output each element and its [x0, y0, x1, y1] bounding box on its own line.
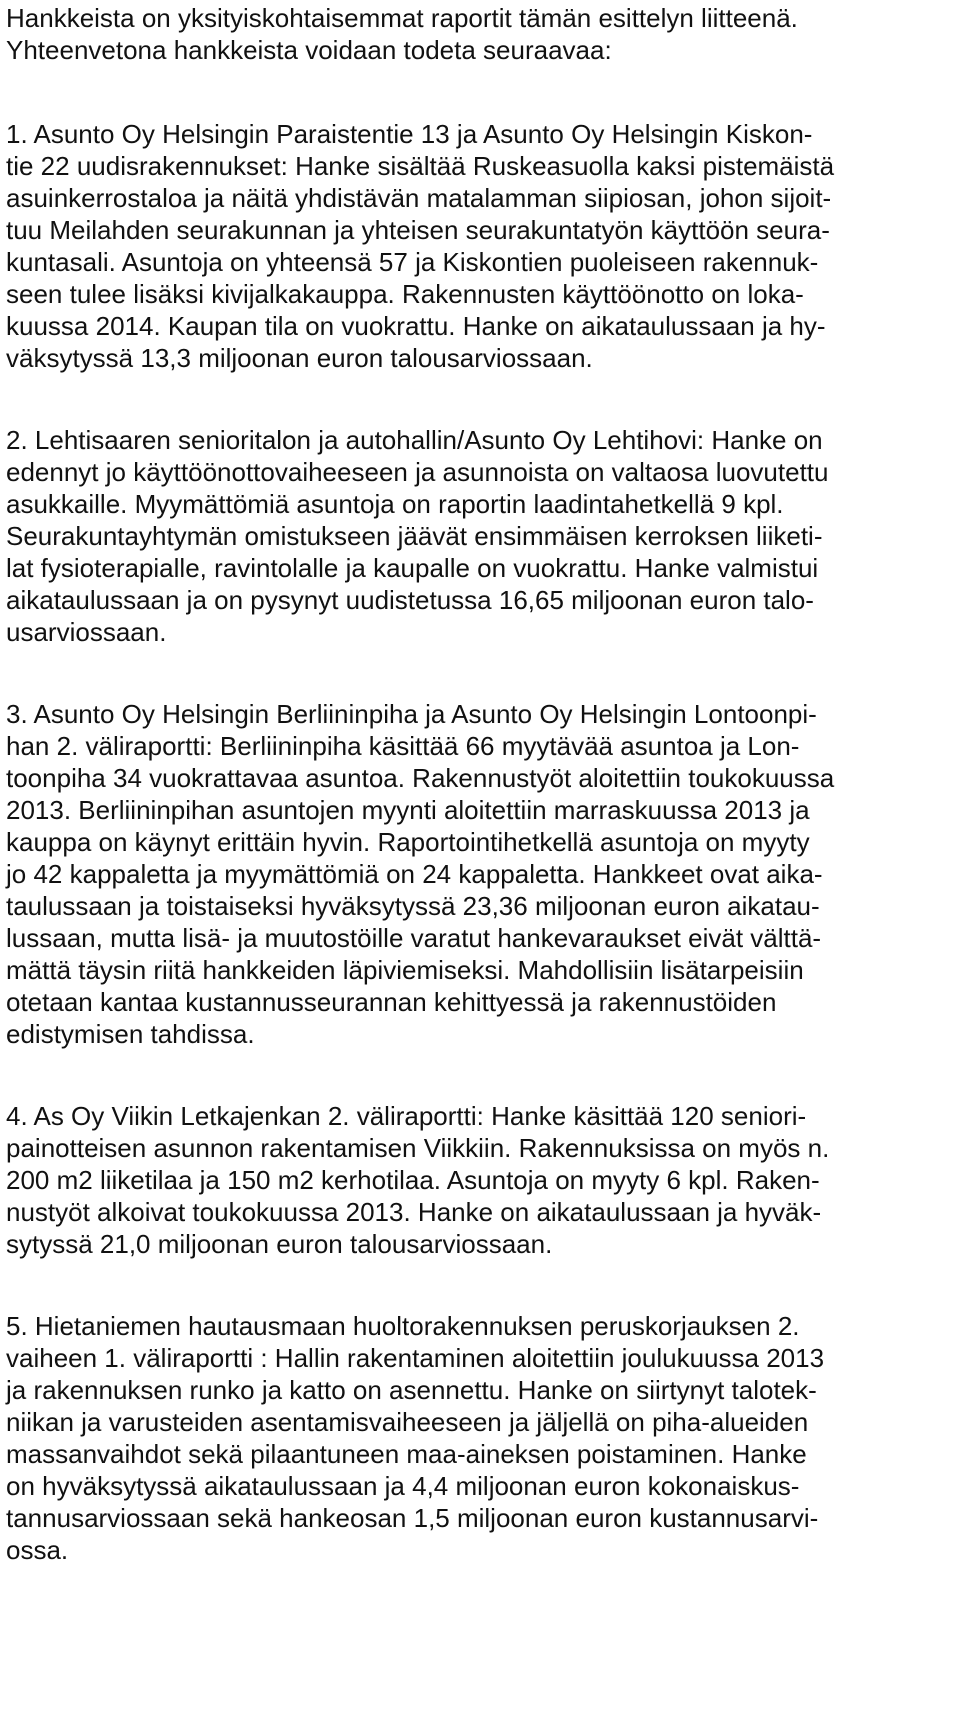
item-1-line: asuinkerrostaloa ja näitä yhdistävän matalamman siipiosan, johon sijoit-	[6, 183, 832, 213]
item-2-line: 2. Lehtisaaren senioritalon ja autohallin/Asunto Oy Lehtihovi: Hanke on	[6, 425, 823, 455]
item-5-line: 5. Hietaniemen hautausmaan huoltorakennuksen peruskorjauksen 2.	[6, 1311, 800, 1341]
item-2-line: asukkaille. Myymättömiä asuntoja on raportin laadintahetkellä 9 kpl.	[6, 489, 784, 519]
intro-line: Hankkeista on yksityiskohtaisemmat raportit tämän esittelyn liitteenä.	[6, 3, 798, 33]
item-2-line: Seurakuntayhtymän omistukseen jäävät ensimmäisen kerroksen liiketi-	[6, 521, 823, 551]
item-4-line: sytyssä 21,0 miljoonan euron talousarviossaan.	[6, 1229, 553, 1259]
item-4-line: 4. As Oy Viikin Letkajenkan 2. väliraportti: Hanke käsittää 120 seniori-	[6, 1101, 807, 1131]
item-3-line: mättä täysin riitä hankkeiden läpiviemiseksi. Mahdollisiin lisätarpeisiin	[6, 955, 804, 985]
item-3-line: edistymisen tahdissa.	[6, 1019, 255, 1049]
item-3-line: jo 42 kappaletta ja myymättömiä on 24 kappaletta. Hankkeet ovat aika-	[6, 859, 823, 889]
item-1-line: kuntasali. Asuntoja on yhteensä 57 ja Kiskontien puoleiseen rakennuk-	[6, 247, 819, 277]
item-1-line: seen tulee lisäksi kivijalkakauppa. Rakennusten käyttöönotto on loka-	[6, 279, 804, 309]
item-1-line: tie 22 uudisrakennukset: Hanke sisältää Ruskeasuolla kaksi pistemäistä	[6, 151, 835, 181]
item-5-line: on hyväksytyssä aikataulussaan ja 4,4 miljoonan euron kokonaiskus-	[6, 1471, 800, 1501]
item-5-line: ja rakennuksen runko ja katto on asennettu. Hanke on siirtynyt talotek-	[6, 1375, 817, 1405]
item-3-line: han 2. väliraportti: Berliininpiha käsittää 66 myytävää asuntoa ja Lon-	[6, 731, 800, 761]
item-1-line: tuu Meilahden seurakunnan ja yhteisen seurakuntatyön käyttöön seura-	[6, 215, 830, 245]
item-4-line: 200 m2 liiketilaa ja 150 m2 kerhotilaa. Asuntoja on myyty 6 kpl. Raken-	[6, 1165, 820, 1195]
item-1-line: väksytyssä 13,3 miljoonan euron talousarviossaan.	[6, 343, 593, 373]
item-2-line: aikataulussaan ja on pysynyt uudistetussa 16,65 miljoonan euron talo-	[6, 585, 814, 615]
item-5-line: niikan ja varusteiden asentamisvaiheeseen ja jäljellä on piha-alueiden	[6, 1407, 809, 1437]
item-5-line: massanvaihdot sekä pilaantuneen maa-aineksen poistaminen. Hanke	[6, 1439, 807, 1469]
item-3-line: toonpiha 34 vuokrattavaa asuntoa. Rakennustyöt aloitettiin toukokuussa	[6, 763, 835, 793]
item-3-line: 3. Asunto Oy Helsingin Berliininpiha ja Asunto Oy Helsingin Lontoonpi-	[6, 699, 817, 729]
item-2-line: lat fysioterapialle, ravintolalle ja kaupalle on vuokrattu. Hanke valmistui	[6, 553, 819, 583]
item-1-line: kuussa 2014. Kaupan tila on vuokrattu. Hanke on aikataulussaan ja hy-	[6, 311, 826, 341]
item-1-line: 1. Asunto Oy Helsingin Paraistentie 13 ja Asunto Oy Helsingin Kiskon-	[6, 119, 813, 149]
intro-line: Yhteenvetona hankkeista voidaan todeta seuraavaa:	[6, 35, 612, 65]
item-5-line: ossa.	[6, 1535, 69, 1565]
item-3-line: otetaan kantaa kustannusseurannan kehittyessä ja rakennustöiden	[6, 987, 777, 1017]
item-2-line: usarviossaan.	[6, 617, 167, 647]
item-5-line: tannusarviossaan sekä hankeosan 1,5 miljoonan euron kustannusarvi-	[6, 1503, 819, 1533]
item-4-line: nustyöt alkoivat toukokuussa 2013. Hanke on aikataulussaan ja hyväk-	[6, 1197, 822, 1227]
item-3-line: kauppa on käynyt erittäin hyvin. Raportointihetkellä asuntoja on myyty	[6, 827, 810, 857]
item-3-line: lussaan, mutta lisä- ja muutostöille varatut hankevaraukset eivät välttä-	[6, 923, 822, 953]
item-3-line: taulussaan ja toistaiseksi hyväksytyssä 23,36 miljoonan euron aikatau-	[6, 891, 820, 921]
item-2-line: edennyt jo käyttöönottovaiheeseen ja asunnoista on valtaosa luovutettu	[6, 457, 829, 487]
item-3-line: 2013. Berliininpihan asuntojen myynti aloitettiin marraskuussa 2013 ja	[6, 795, 810, 825]
item-4-line: painotteisen asunnon rakentamisen Viikkiin. Rakennuksissa on myös n.	[6, 1133, 830, 1163]
item-5-line: vaiheen 1. väliraportti : Hallin rakentaminen aloitettiin joulukuussa 2013	[6, 1343, 825, 1373]
